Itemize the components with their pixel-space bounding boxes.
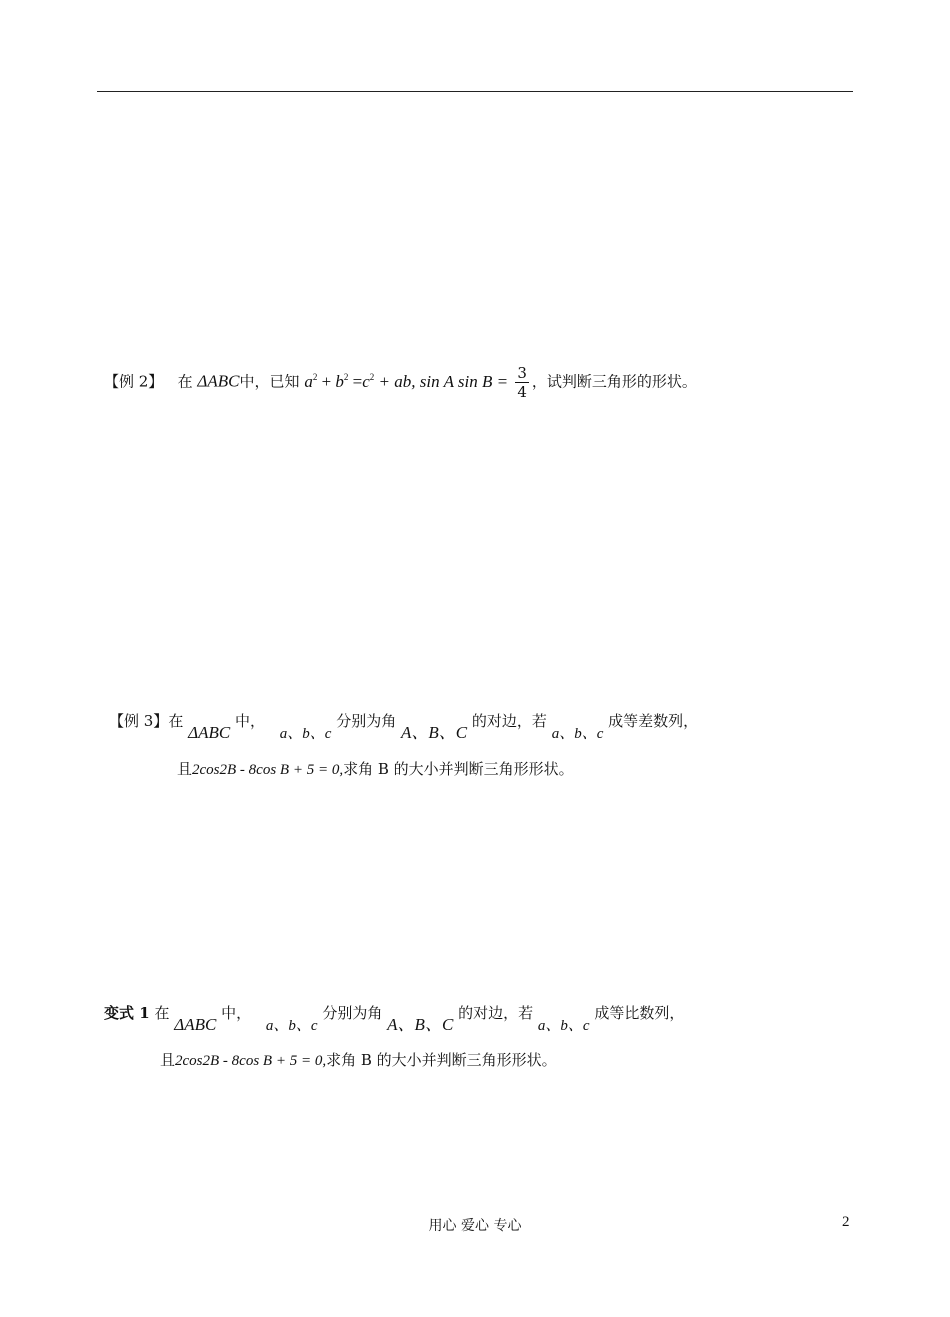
- example-3-line-2-prefix: 且: [177, 760, 193, 778]
- example-2-text-in: 在: [177, 372, 193, 391]
- variant-1-text-in: 在: [154, 1004, 170, 1022]
- example-3-sides: a、b、c: [279, 726, 332, 742]
- header-rule: [97, 91, 853, 92]
- example-3-text-duibian: 的对边，若: [471, 712, 547, 730]
- example-3-text-end: 成等差数列，: [608, 712, 699, 730]
- variant-1-text-fenbie: 分别为角: [322, 1004, 383, 1022]
- example-2: [104, 364, 697, 401]
- footer-motto: 用心 爱心 专心: [428, 1218, 522, 1234]
- example-3-line-2-end: 求角 B 的大小并判断三角形形状。: [343, 760, 574, 778]
- example-2-triangle: ΔABC: [197, 371, 240, 391]
- example-3-line-2: [177, 758, 574, 779]
- example-2-fraction: $\frac{3}{4}$: [517, 364, 527, 401]
- example-3-triangle: ΔABC: [188, 723, 231, 742]
- example-3-angles: A、B、C: [401, 723, 468, 742]
- variant-1-angles: A、B、C: [387, 1015, 454, 1034]
- example-2-equation: $a^2 + b^2 =c^2$ + ab, sin A sin B =: [304, 371, 509, 391]
- example-2-text-mid: 中，已知: [239, 372, 300, 391]
- page-number: 2: [842, 1214, 850, 1230]
- variant-1-sides: a、b、c: [265, 1018, 318, 1034]
- variant-1-line-1: [104, 998, 685, 1034]
- variant-1-equation: 2cos2B - 8cos B + 5 = 0,: [175, 1053, 327, 1069]
- example-3-equation: 2cos2B - 8cos B + 5 = 0,: [192, 762, 344, 778]
- example-3-text-in: 在: [168, 712, 184, 730]
- example-3-label: 【例 3】: [109, 712, 169, 730]
- variant-1-text-duibian: 的对边，若: [458, 1004, 534, 1022]
- variant-1-line-2-prefix: 且: [160, 1051, 176, 1069]
- variant-1-line-2-end: 求角 B 的大小并判断三角形形状。: [326, 1051, 557, 1069]
- example-3-text-zhong: 中，: [234, 712, 265, 730]
- variant-1-label: 变式 1: [104, 1004, 150, 1022]
- example-3-sides-2: a、b、c: [551, 726, 604, 742]
- example-3-text-fenbie: 分别为角: [336, 712, 397, 730]
- example-2-text-end: ，试判断三角形的形状。: [531, 372, 697, 391]
- variant-1-text-zhong: 中，: [221, 1004, 252, 1022]
- example-3-line-1: [109, 706, 699, 742]
- example-2-label: 【例 2】: [104, 372, 164, 391]
- variant-1-triangle: ΔABC: [174, 1015, 217, 1034]
- variant-1-sides-2: a、b、c: [537, 1018, 590, 1034]
- variant-1-line-2: [160, 1049, 557, 1070]
- variant-1-text-end: 成等比数列，: [594, 1004, 685, 1022]
